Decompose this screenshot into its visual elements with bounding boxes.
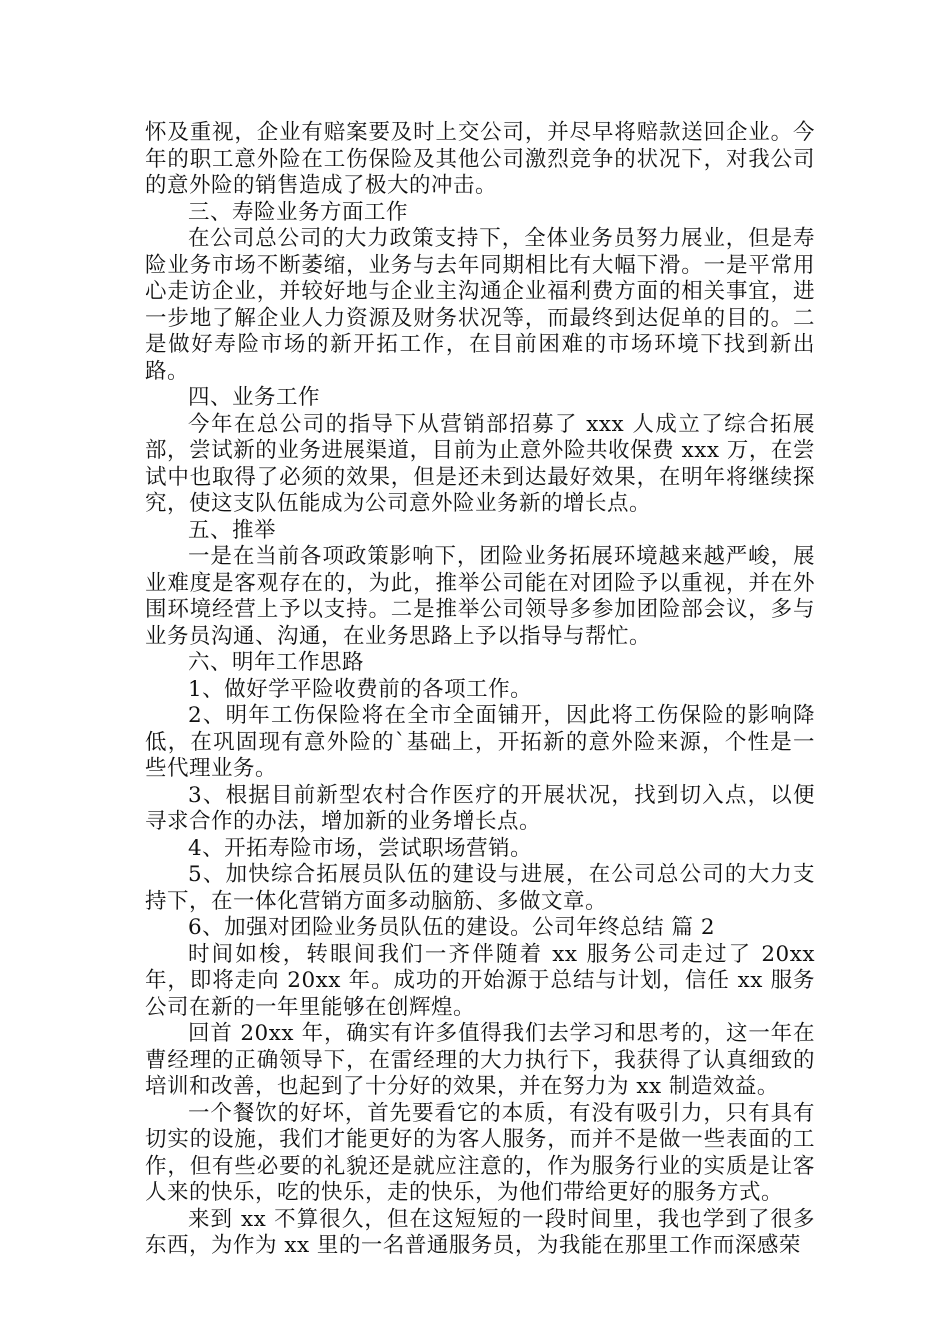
list-item: 3、根据目前新型农村合作医疗的开展状况，找到切入点，以便寻求合作的办法，增加新的业务增长点。: [145, 782, 815, 834]
list-item: 5、加快综合拓展员队伍的建设与进展，在公司总公司的大力支持下，在一体化营销方面多动脑筋、多做文章。: [145, 862, 815, 914]
section-heading: 三、寿险业务方面工作: [188, 199, 409, 225]
list-item: 2、明年工伤保险将在全市全面铺开，因此将工伤保险的影响降低，在巩固现有意外险的`基础上，开拓新的意外险来源，个性是一些代理业务。: [145, 703, 815, 781]
list-item: 6、加强对团险业务员队伍的建设。公司年终总结 篇 2: [188, 915, 716, 940]
paragraph: 怀及重视，企业有赔案要及时上交公司，并尽早将赔款送回企业。今年的职工意外险在工伤保险及其他公司激烈竞争的状况下，对我公司的意外险的销售造成了极大的冲击。: [145, 120, 815, 198]
paragraph: 来到 xx 不算很久，但在这短短的一段时间里，我也学到了很多东西，为作为 xx 里的一名普通服务员，为我能在那里工作而深感荣: [145, 1206, 815, 1258]
section-heading: 四、业务工作: [188, 385, 321, 410]
paragraph: 在公司总公司的大力政策支持下，全体业务员努力展业，但是寿险业务市场不断萎缩，业务与去年同期相比有大幅下滑。一是平常用心走访企业，并较好地与企业主沟通企业福利费方面的相关事宜，进一步地了解企业人力资源及财务状况等，而最终到达促单的目的。二是做好寿险市场的新开拓工作，在目前困难的市场环境下找到新出路。: [145, 226, 815, 384]
list-item: 4、开拓寿险市场，尝试职场营销。: [188, 835, 533, 861]
paragraph: 时间如梭，转眼间我们一齐伴随着 xx 服务公司走过了 20xx 年，即将走向 20xx 年。成功的开始源于总结与计划，信任 xx 服务公司在新的一年里能够在创辉煌。: [145, 941, 815, 1020]
list-item: 1、做好学平险收费前的各项工作。: [188, 676, 533, 702]
paragraph: 一是在当前各项政策影响下，团险业务拓展环境越来越严峻，展业难度是客观存在的，为此，推举公司能在对团险予以重视，并在外围环境经营上予以支持。二是推举公司领导多参加团险部会议，多与业务员沟通、沟通，在业务思路上予以指导与帮忙。: [145, 544, 815, 649]
section-heading: 六、明年工作思路: [188, 650, 365, 675]
paragraph: 今年在总公司的指导下从营销部招募了 xxx 人成立了综合拓展部，尝试新的业务进展渠道，目前为止意外险共收保费 xxx 万，在尝试中也取得了必须的效果，但是还未到达最好效果，在明年将继续探究，使这支队伍能成为公司意外险业务新的增长点。: [145, 411, 815, 516]
paragraph: 一个餐饮的好坏，首先要看它的本质，有没有吸引力，只有具有切实的设施，我们才能更好的为客人服务，而并不是做一些表面的工作，但有些必要的礼貌还是就应注意的，作为服务行业的实质是让客人来的快乐，吃的快乐，走的快乐，为他们带给更好的服务方式。: [145, 1100, 815, 1205]
paragraph: 回首 20xx 年，确实有许多值得我们去学习和思考的，这一年在曹经理的正确领导下，在雷经理的大力执行下，我获得了认真细致的培训和改善，也起到了十分好的效果，并在努力为 xx 制造效益。: [145, 1021, 815, 1099]
section-heading: 五、推举: [188, 517, 277, 543]
document-body: [145, 120, 815, 1260]
